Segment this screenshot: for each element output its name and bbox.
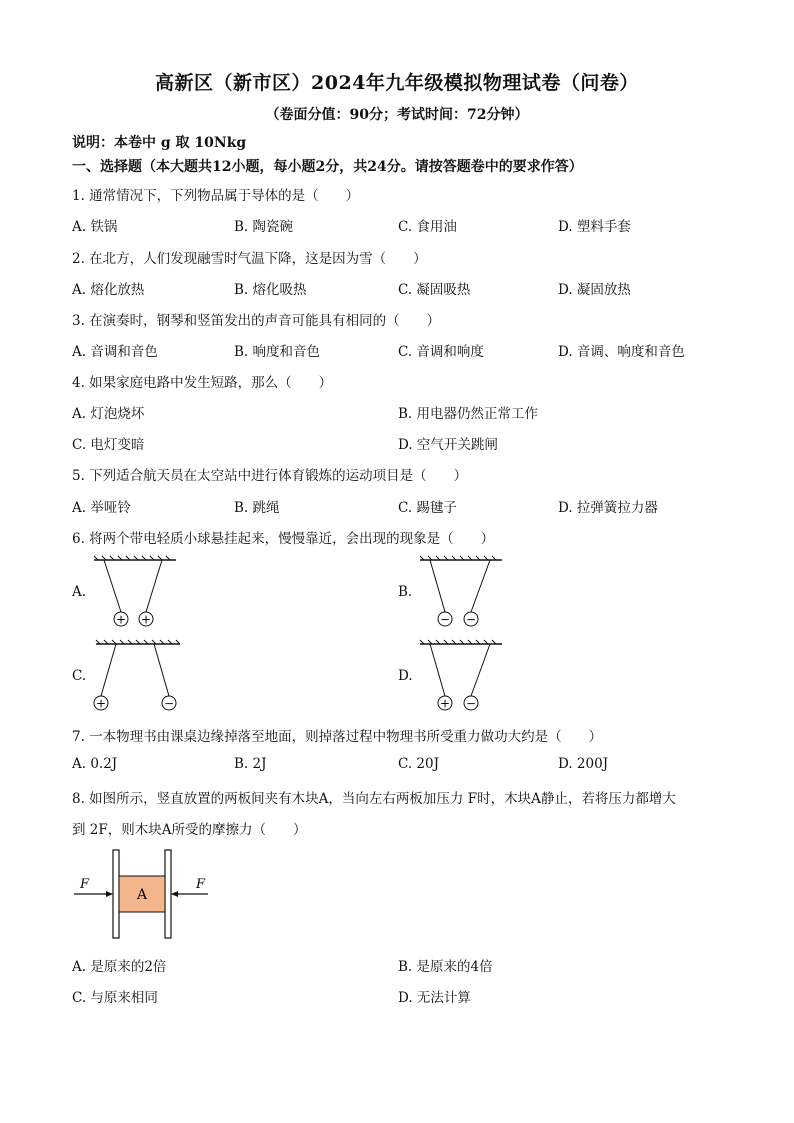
q8-option-a: A. 是原来的2倍 — [72, 959, 167, 975]
q1-option-a: A. 铁锅 — [72, 219, 118, 235]
q8-option-d: D. 无法计算 — [398, 990, 471, 1006]
q6-diagram-b — [420, 556, 510, 628]
q5-option-b: B. 跳绳 — [234, 500, 280, 516]
question-1: 1. 通常情况下，下列物品属于导体的是（ ） — [72, 188, 360, 204]
q4-option-d: D. 空气开关跳闸 — [398, 437, 498, 453]
question-2: 2. 在北方，人们发现融雪时气温下降，这是因为雪（ ） — [72, 251, 427, 267]
exam-note: 说明：本卷中 g 取 10Nkg — [72, 135, 247, 151]
question-6: 6. 将两个带电轻质小球悬挂起来，慢慢靠近，会出现的现象是（ ） — [72, 531, 495, 547]
q8-option-b: B. 是原来的4倍 — [398, 959, 493, 975]
question-8-line-2: 到 2F，则木块A所受的摩擦力（ ） — [72, 822, 307, 838]
page-title: 高新区（新市区）2024年九年级模拟物理试卷（问卷） — [155, 72, 639, 94]
question-3: 3. 在演奏时，钢琴和竖笛发出的声音可能具有相同的（ ） — [72, 313, 441, 329]
q6-option-b: B. — [398, 584, 413, 600]
q2-option-c: C. 凝固吸热 — [398, 282, 471, 298]
q7-option-b: B. 2J — [234, 756, 267, 772]
q4-option-a: A. 灯泡烧坏 — [72, 406, 145, 422]
q8-force-left: F — [80, 877, 90, 892]
q2-option-b: B. 熔化吸热 — [234, 282, 307, 298]
q2-option-a: A. 熔化放热 — [72, 282, 145, 298]
q6-option-a: A. — [72, 584, 87, 600]
q5-option-c: C. 踢毽子 — [398, 500, 457, 516]
q4-option-c: C. 电灯变暗 — [72, 437, 145, 453]
q6-b-charge-1: − — [439, 612, 451, 627]
q5-option-a: A. 举哑铃 — [72, 500, 131, 516]
question-7: 7. 一本物理书由课桌边缘掉落至地面，则掉落过程中物理书所受重力做功大约是（ ） — [72, 729, 603, 745]
section-heading: 一、选择题（本大题共12小题，每小题2分，共24分。请按答题卷中的要求作答） — [72, 159, 583, 175]
q2-option-d: D. 凝固放热 — [558, 282, 631, 298]
q6-b-charge-2: − — [465, 612, 477, 627]
q7-option-c: C. 20J — [398, 756, 440, 772]
q6-a-charge-2: + — [140, 612, 152, 627]
q8-block-label: A — [136, 887, 148, 903]
q1-option-c: C. 食用油 — [398, 219, 457, 235]
q8-option-c: C. 与原来相同 — [72, 990, 158, 1006]
q4-option-b: B. 用电器仍然正常工作 — [398, 406, 539, 422]
q6-option-c: C. — [72, 668, 87, 684]
q3-option-a: A. 音调和音色 — [72, 344, 158, 360]
q6-c-charge-1: + — [95, 696, 107, 711]
q1-option-d: D. 塑料手套 — [558, 219, 631, 235]
q7-option-a: A. 0.2J — [72, 756, 118, 772]
q6-diagram-d — [420, 640, 510, 712]
q5-option-d: D. 拉弹簧拉力器 — [558, 500, 658, 516]
q6-a-charge-1: + — [115, 612, 127, 627]
q8-force-right: F — [196, 877, 206, 892]
question-4: 4. 如果家庭电路中发生短路，那么（ ） — [72, 375, 333, 391]
q1-option-b: B. 陶瓷碗 — [234, 219, 294, 235]
q3-option-c: C. 音调和响度 — [398, 344, 484, 360]
question-5: 5. 下列适合航天员在太空站中进行体育锻炼的运动项目是（ ） — [72, 468, 468, 484]
exam-info: （卷面分值：90分；考试时间：72分钟） — [265, 107, 529, 123]
q3-option-b: B. 响度和音色 — [234, 344, 321, 360]
q6-option-d: D. — [398, 668, 413, 684]
q6-diagram-c — [92, 640, 192, 712]
q6-c-charge-2: − — [163, 696, 175, 711]
q6-diagram-a — [94, 556, 184, 628]
q8-block-diagram — [72, 848, 212, 942]
q6-d-charge-2: − — [465, 696, 477, 711]
question-8-line-1: 8. 如图所示，竖直放置的两板间夹有木块A，当向左右两板加压力 F时，木块A静止，若将压力都增大 — [72, 791, 676, 807]
q6-d-charge-1: + — [439, 696, 451, 711]
q3-option-d: D. 音调、响度和音色 — [558, 344, 685, 360]
q7-option-d: D. 200J — [558, 756, 609, 772]
